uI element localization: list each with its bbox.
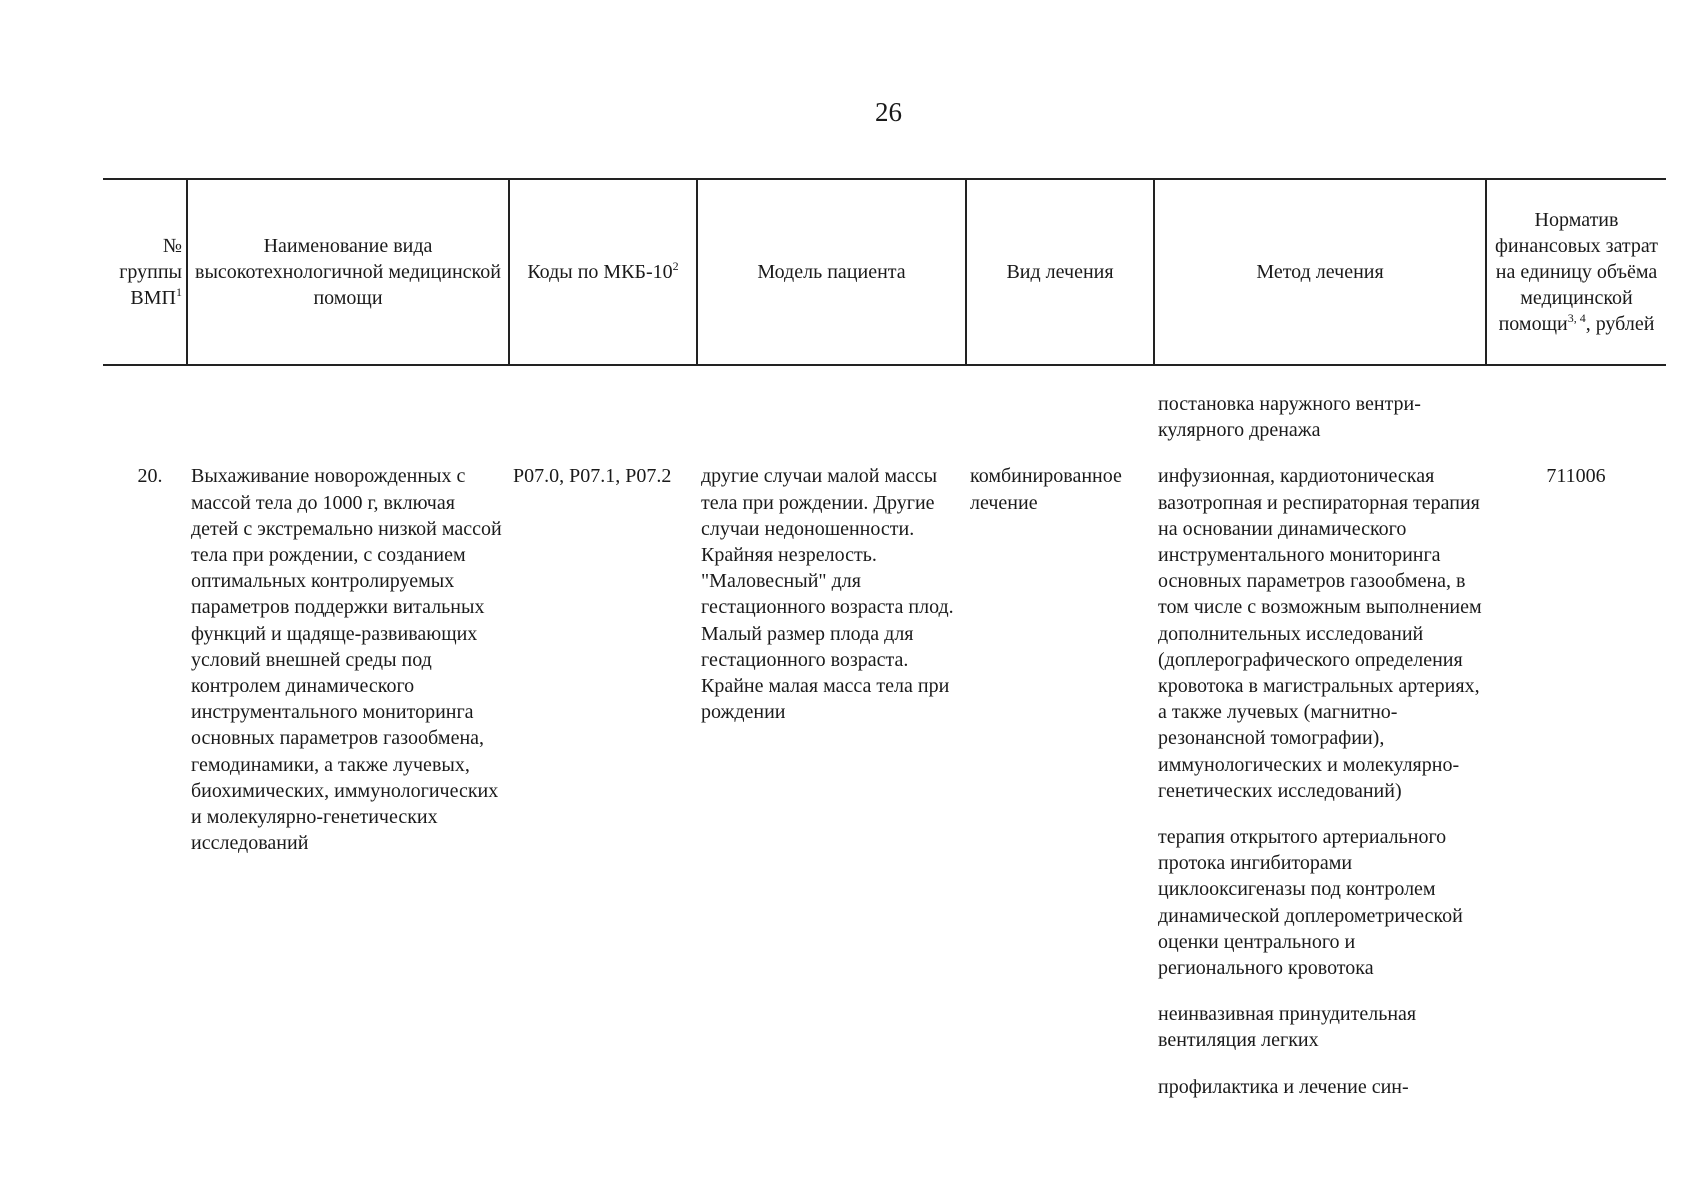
table-row-continuation bbox=[103, 365, 1666, 463]
page-number: 26 bbox=[875, 97, 902, 127]
group-number: 20. bbox=[137, 465, 163, 488]
table-header bbox=[103, 179, 1666, 365]
care-name: Выхаживание новорожденных с массой тела до 1000 г, включая детей с экстремально низкой массой тела при рождении, с созданием оптимальных контролируемых параметров поддержки витальных функций и щадяще-развивающих условий внешней среды под контролем динамического инструментального мониторинга основных параметров газообмена, гемодинамики, а также лучевых, биохимических, иммунологических и молекулярно-генетических исследований bbox=[191, 465, 502, 855]
patient-model: другие случаи малой массы тела при рождении. Другие случаи недоношенности. Крайняя незрелость. "Маловесный" для гестационного возраста плод. Малый размер плода для гестационного возраста. Крайне малая масса тела при рождении bbox=[701, 465, 954, 724]
method-item: инфузионная, кардиотоническая вазотропная и респираторная терапия на основании динамического инструментального мониторинга основных параметров газообмена, в том числе с возможным выполнением дополнительных исследований (доплерографического определения кровотока в магистральных артериях, а также лучевых (магнитно-резонансной томографии), иммунологических и молекулярно-генетических исследований) bbox=[1158, 465, 1482, 802]
header-group-number: № группы ВМП$^1$ bbox=[103, 179, 187, 365]
header-patient-model: Модель пациента bbox=[697, 179, 966, 365]
vmp-table-sheet bbox=[103, 178, 1666, 1100]
continuation-method: постановка наружного вентри-кулярного дренажа bbox=[1158, 393, 1421, 442]
icd-codes: P07.0, P07.1, P07.2 bbox=[513, 465, 672, 488]
header-icd-codes: Коды по МКБ-$10^2$ bbox=[509, 179, 697, 365]
header-cost-norm: Норматив финансовых затрат на единицу объёма медицинской помощи$^{3, 4}$, рублей bbox=[1486, 179, 1666, 365]
table-row-20 bbox=[103, 463, 1666, 1099]
header-treatment-kind: Вид лечения bbox=[966, 179, 1154, 365]
method-item: неинвазивная принудительная вентиляция легких bbox=[1158, 1003, 1417, 1052]
cost-norm: 711006 bbox=[1546, 465, 1606, 488]
treatment-kind: комбинированное лечение bbox=[970, 465, 1122, 514]
treatment-methods bbox=[1154, 463, 1486, 1099]
header-treatment-method: Метод лечения bbox=[1154, 179, 1486, 365]
method-item: профилактика и лечение син- bbox=[1158, 1075, 1409, 1098]
header-care-name: Наименование вида высокотехнологичной медицинской помощи bbox=[187, 179, 509, 365]
method-item: терапия открытого артериального протока ингибиторами циклооксигеназы под контролем динамической доплерометрической оценки центрального и регионального кровотока bbox=[1158, 826, 1463, 980]
vmp-table bbox=[103, 178, 1666, 1100]
